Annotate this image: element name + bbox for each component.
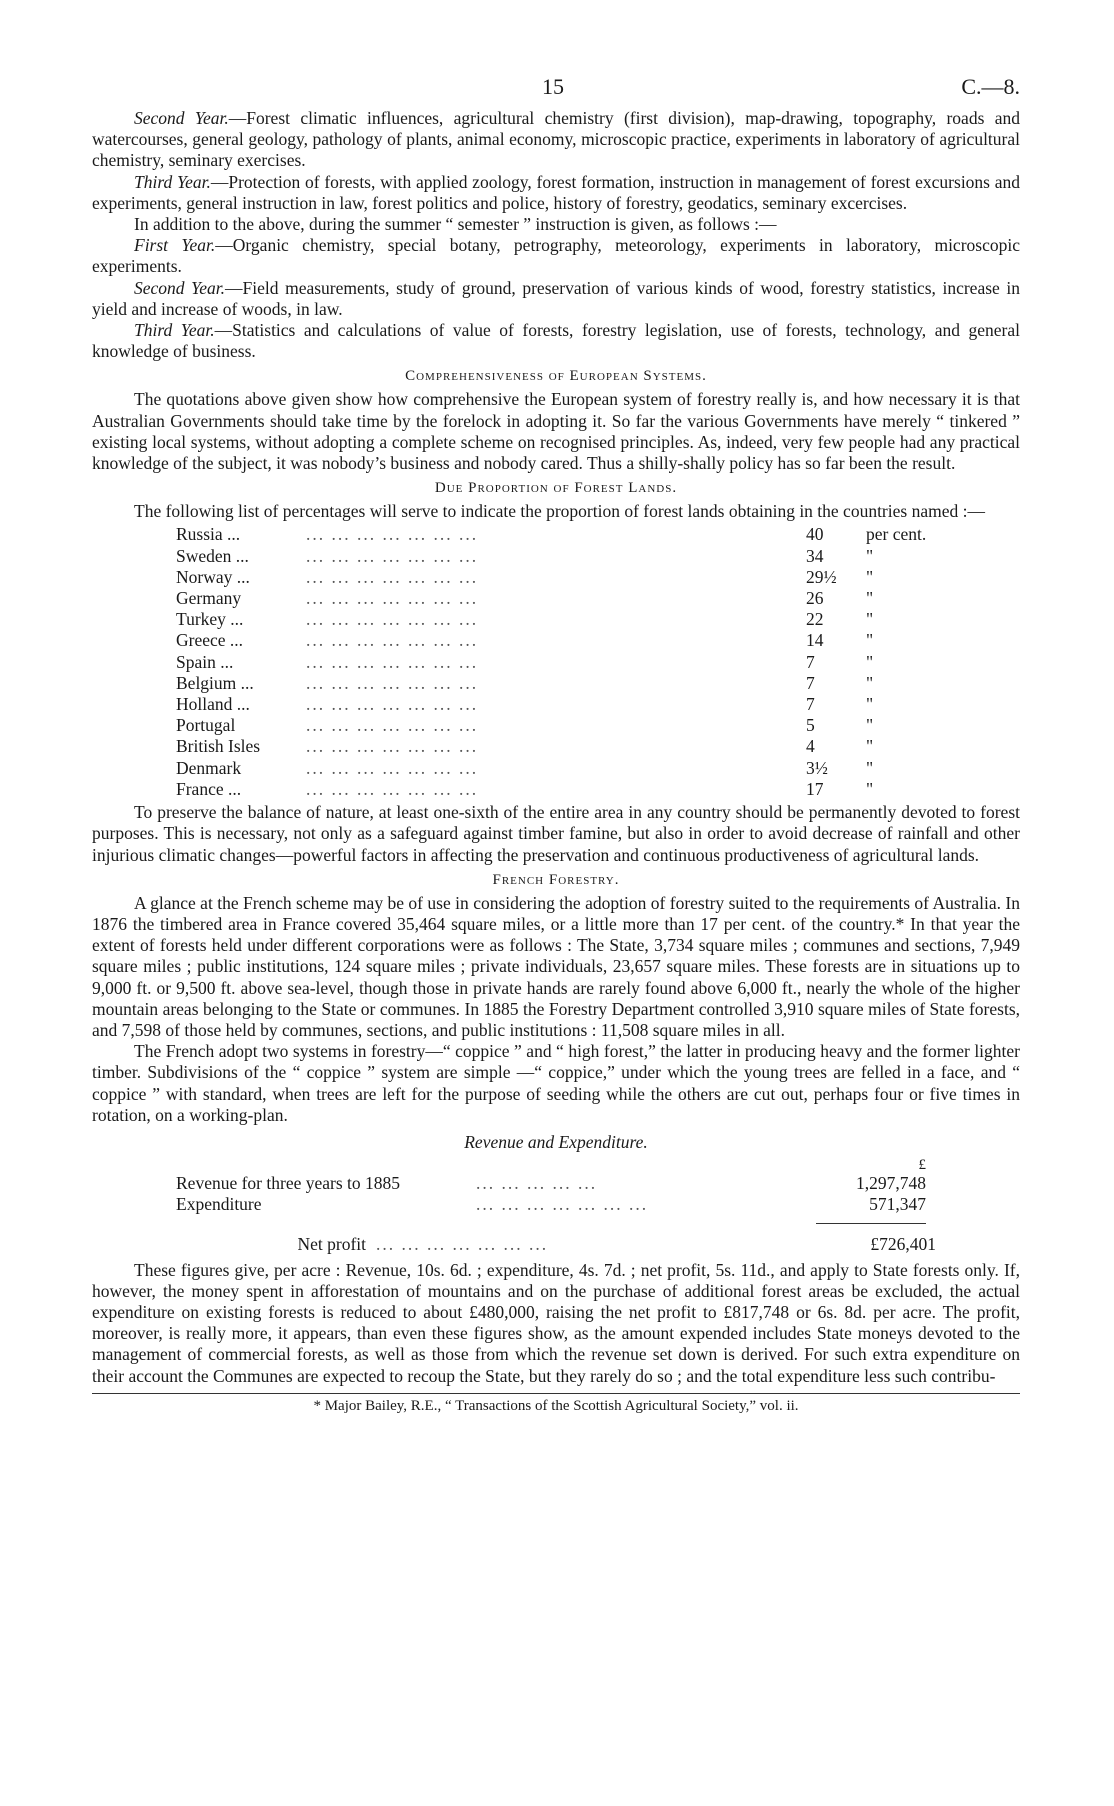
- country-name: Denmark: [176, 757, 242, 778]
- table-row: [176, 546, 956, 567]
- percentage-value: 26: [806, 588, 824, 609]
- country-name: Turkey ...: [176, 609, 244, 630]
- country-name: Belgium ...: [176, 672, 254, 693]
- footnote-rule: [92, 1393, 1020, 1394]
- country-name: Norway ...: [176, 566, 250, 587]
- percentage-unit: ": [866, 757, 874, 778]
- sum-rule: [816, 1223, 926, 1224]
- percentage-value: 7: [806, 694, 815, 715]
- table-row: [176, 715, 956, 736]
- forest-percentage-table: [176, 524, 956, 800]
- leader-dots: ... ... ... ... ...: [476, 1172, 598, 1193]
- paragraph-lead: Second Year.: [134, 108, 229, 128]
- table-row: [176, 1194, 1020, 1215]
- expenditure-label: Expenditure: [176, 1194, 262, 1215]
- percentage-unit: ": [866, 736, 874, 757]
- paragraph-second-year: [92, 108, 1020, 172]
- paragraph-forest-lands-intro: The following list of percentages will serve to indicate the proportion of forest lands obtaining in the countries named :—: [134, 501, 985, 522]
- percentage-value: 14: [806, 630, 824, 651]
- table-row: [176, 758, 956, 779]
- leader-dots: ... ... ... ... ... ... ...: [306, 545, 479, 566]
- leader-dots: ... ... ... ... ... ... ...: [306, 609, 479, 630]
- paragraph-summer-semester: In addition to the above, during the summer “ semester ” instruction is given, as follows :—: [134, 214, 777, 235]
- net-profit-amount: £726,401: [870, 1234, 936, 1255]
- country-name: France ...: [176, 778, 242, 799]
- country-name: Germany: [176, 588, 242, 609]
- leader-dots: ... ... ... ... ... ... ...: [306, 651, 479, 672]
- percentage-value: 5: [806, 715, 815, 736]
- country-name: Sweden ...: [176, 545, 249, 566]
- table-row: [176, 630, 956, 651]
- paragraph-third-year: [92, 172, 1020, 214]
- paragraph-text: —Forest climatic influences, agricultural chemistry (first division), map-drawing, topography, roads and watercourses, general geology, pathology of plants, animal economy, microscopic practice, experiments in laboratory of agricultural chemistry, seminary exercises.: [92, 108, 1020, 171]
- page-header: [92, 68, 1020, 108]
- leader-dots: ... ... ... ... ... ... ...: [306, 566, 479, 587]
- paragraph-second-year-summer: [92, 278, 1020, 320]
- leader-dots: ... ... ... ... ... ... ...: [306, 630, 479, 651]
- paragraph-first-year: [92, 235, 1020, 277]
- document-page: [92, 68, 1020, 1415]
- table-row: [176, 1173, 1020, 1194]
- percentage-unit: ": [866, 715, 874, 736]
- paragraph-per-acre: These figures give, per acre : Revenue, 10s. 6d. ; expenditure, 4s. 7d. ; net profit, 5s. 11d., and apply to State forests only. If, however, the money spent in afforestation of mountains and on the purchase of additional forest areas be excluded, the actual expenditure on existing forests is reduced to about £480,000, raising the net profit to £817,748 or 6s. 8d. per acre. The profit, moreover, is really more, it appears, than even these figures show, as the amount expended includes State moneys devoted to the management of commercial forests, as well as those from which the revenue set down is derived. For such extra expenditure on their account the Communes are expected to recoup the State, but they rarely do so ; and the total expenditure less such contribu-: [92, 1259, 1020, 1386]
- percentage-unit: ": [866, 651, 874, 672]
- paragraph-balance-of-nature: To preserve the balance of nature, at least one-sixth of the entire area in any country should be permanently devoted to forest purposes. This is necessary, not only as a safeguard against timber famine, but also in order to avoid decrease of rainfall and other injurious climatic changes—powerful factors in affecting the preservation and continuous productiveness of agricultural lands.: [92, 802, 1020, 865]
- revenue-label: Revenue for three years to 1885: [176, 1172, 401, 1193]
- paragraph-french-systems: The French adopt two systems in forestry—“ coppice ” and “ high forest,” the latter in producing heavy and the former lighter timber. Subdivisions of the “ coppice ” system are simple —“ coppice,” under which the young trees are felled in a face, and “ coppice ” with standard, when trees are left for the purpose of seeding while the others are cut out, perhaps four or five times in rotation, on a working-plan.: [92, 1041, 1020, 1125]
- net-profit-label: Net profit: [297, 1234, 366, 1255]
- percentage-unit: per cent.: [866, 524, 927, 545]
- section-heading-comprehensiveness: Comprehensiveness of European Systems.: [405, 368, 707, 385]
- currency-symbol: £: [918, 1156, 926, 1173]
- page-number: 15: [542, 74, 564, 99]
- section-heading-french-forestry: French Forestry.: [492, 871, 620, 888]
- paragraph-text: —Organic chemistry, special botany, petrography, meteorology, experiments in laboratory, microscopic experiments.: [92, 235, 1020, 277]
- expenditure-amount: 571,347: [869, 1194, 926, 1215]
- percentage-unit: ": [866, 694, 874, 715]
- leader-dots: ... ... ... ... ... ... ...: [476, 1194, 649, 1215]
- table-row: [176, 652, 956, 673]
- revenue-amount: 1,297,748: [856, 1172, 926, 1193]
- paragraph-comprehensiveness: The quotations above given show how comprehensive the European system of forestry really is, and how necessary it is that Australian Governments should take time by the forelock in adopting it. So far the various Governments have merely “ tinkered ” existing local systems, without adopting a complete scheme on recognised principles. As, indeed, very few people had any practical knowledge of the subject, it was nobody’s business and nobody cared. Thus a shilly-shally policy has so far been the result.: [92, 389, 1020, 474]
- percentage-unit: ": [866, 672, 874, 693]
- country-name: Holland ...: [176, 694, 250, 715]
- percentage-value: 7: [806, 651, 815, 672]
- paragraph-lead: First Year.: [134, 235, 216, 256]
- percentage-value: 17: [806, 778, 824, 799]
- percentage-value: 4: [806, 736, 815, 757]
- percentage-unit: ": [866, 778, 874, 799]
- percentage-value: 34: [806, 545, 824, 566]
- leader-dots: ... ... ... ... ... ... ...: [376, 1234, 549, 1255]
- table-row: [176, 567, 956, 588]
- leader-dots: ... ... ... ... ... ... ...: [306, 736, 479, 757]
- table-row: [176, 1234, 1020, 1255]
- percentage-unit: ": [866, 609, 874, 630]
- paragraph-lead: Third Year.: [134, 320, 215, 341]
- table-row: [176, 736, 956, 757]
- leader-dots: ... ... ... ... ... ... ...: [306, 672, 479, 693]
- revenue-table: [176, 1157, 1020, 1256]
- percentage-unit: ": [866, 566, 874, 587]
- paragraph-french-scheme: A glance at the French scheme may be of use in considering the adoption of forestry suited to the requirements of Australia. In 1876 the timbered area in France covered 35,464 square miles, or a little more than 17 per cent. of the country.* In that year the extent of forests held under different corporations were as follows : The State, 3,734 square miles ; communes and sections, 7,949 square miles ; public institutions, 124 square miles ; private individuals, 23,657 square miles. These forests are in situations up to 9,000 ft. or 9,500 ft. above sea-level, though those in private hands are rarely found above 6,000 ft., nearly the whole of the higher mountain areas belonging to the State or communes. In 1885 the Forestry Department controlled 3,910 square miles of State forests, and 7,598 of those held by communes, sections, and public institutions : 11,508 square miles in all.: [92, 892, 1020, 1040]
- leader-dots: ... ... ... ... ... ... ...: [306, 757, 479, 778]
- country-name: Greece ...: [176, 630, 244, 651]
- percentage-unit: ": [866, 630, 874, 651]
- document-reference: C.—8.: [961, 74, 1020, 99]
- table-row: [176, 694, 956, 715]
- paragraph-lead: Second Year.: [134, 277, 226, 298]
- table-row: [176, 588, 956, 609]
- revenue-heading: Revenue and Expenditure.: [464, 1131, 648, 1152]
- leader-dots: ... ... ... ... ... ... ...: [306, 715, 479, 736]
- paragraph-text: —Field measurements, study of ground, preservation of various kinds of wood, forestry statistics, increase in yield and increase of woods, in law.: [92, 277, 1020, 319]
- paragraph-third-year-summer: [92, 320, 1020, 362]
- percentage-value: 7: [806, 672, 815, 693]
- table-row: [176, 779, 956, 800]
- percentage-unit: ": [866, 545, 874, 566]
- percentage-value: 29½: [806, 566, 837, 587]
- leader-dots: ... ... ... ... ... ... ...: [306, 694, 479, 715]
- paragraph-lead: Third Year.: [134, 171, 211, 192]
- country-name: Russia ...: [176, 524, 241, 545]
- paragraph-text: —Protection of forests, with applied zoology, forest formation, instruction in management of forest excursions and experiments, general instruction in law, forest politics and police, history of forestry, geodatics, seminary excercises.: [92, 171, 1020, 213]
- country-name: British Isles: [176, 736, 261, 757]
- country-name: Portugal: [176, 715, 236, 736]
- percentage-value: 3½: [806, 757, 828, 778]
- leader-dots: ... ... ... ... ... ... ...: [306, 588, 479, 609]
- country-name: Spain ...: [176, 651, 234, 672]
- section-heading-forest-lands: Due Proportion of Forest Lands.: [434, 480, 678, 497]
- percentage-unit: ": [866, 588, 874, 609]
- table-row: [176, 524, 956, 545]
- footnote: * Major Bailey, R.E., “ Transactions of the Scottish Agricultural Society,” vol. ii.: [313, 1397, 799, 1414]
- percentage-value: 40: [806, 524, 824, 545]
- leader-dots: ... ... ... ... ... ... ...: [306, 778, 479, 799]
- leader-dots: ... ... ... ... ... ... ...: [306, 524, 479, 545]
- table-row: [176, 673, 956, 694]
- table-row: [176, 609, 956, 630]
- percentage-value: 22: [806, 609, 824, 630]
- paragraph-text: —Statistics and calculations of value of forests, forestry legislation, use of forests, technology, and general knowledge of business.: [92, 320, 1020, 362]
